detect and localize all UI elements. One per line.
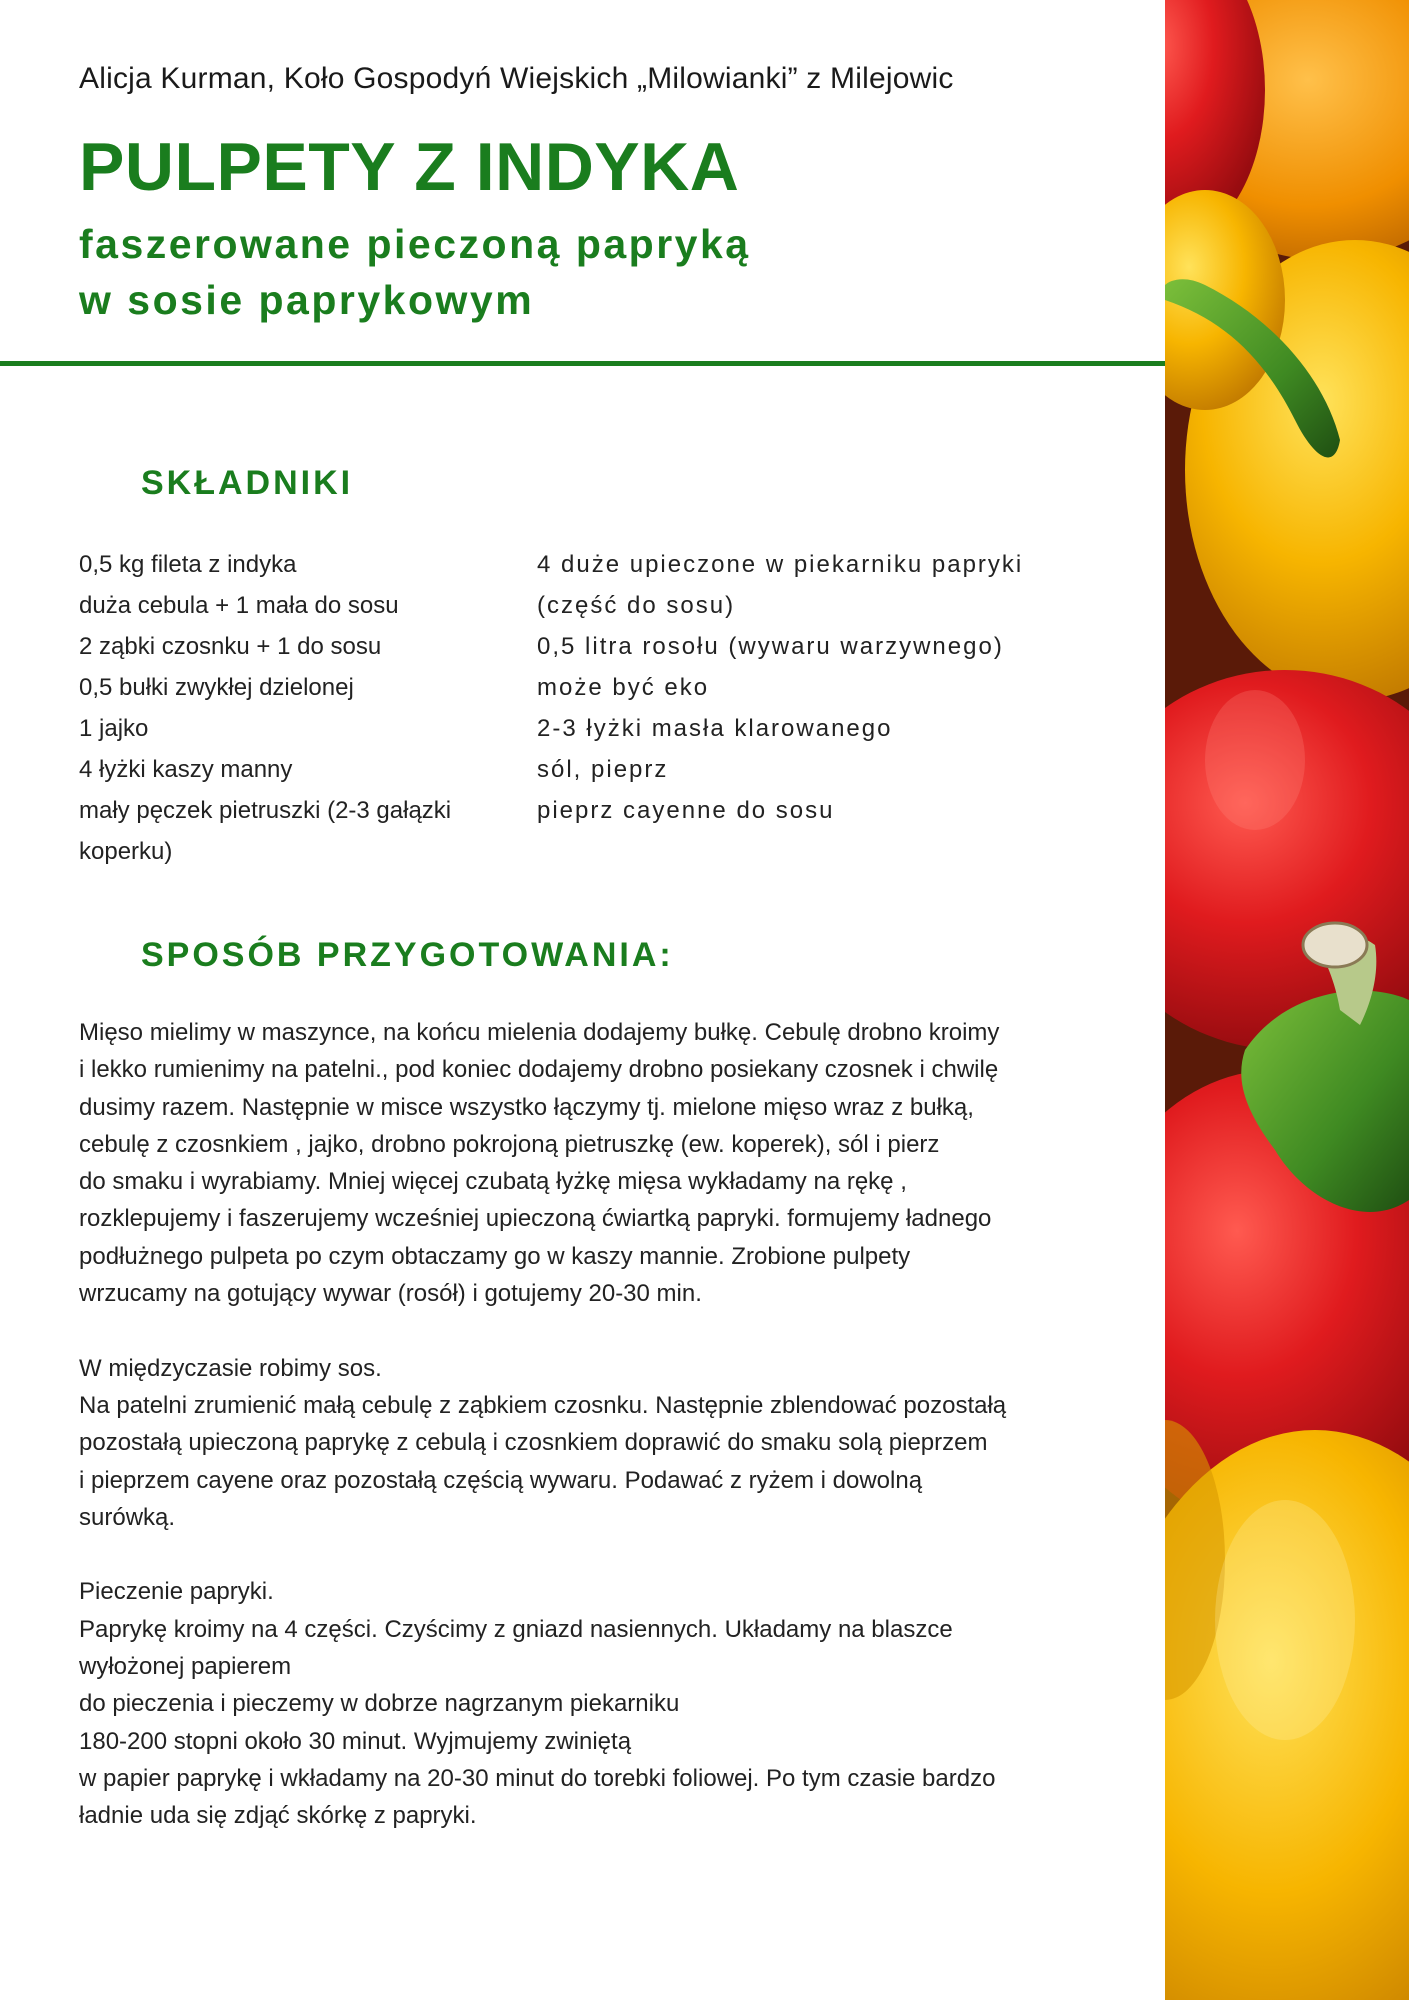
ingredient-line: 0,5 litra rosołu (wywaru warzywnego) [537, 633, 1004, 660]
method-line: ładnie uda się zdjąć skórkę z papryki. [79, 1802, 477, 1830]
ingredients-right-column [537, 544, 1097, 831]
ingredient-line: pieprz cayenne do sosu [537, 797, 835, 824]
author-line: Alicja Kurman, Koło Gospodyń Wiejskich „Milowianki” z Milejowic [79, 62, 954, 95]
method-line: cebulę z czosnkiem , jajko, drobno pokrojoną pietruszkę (ew. koperek), sól i pierz [79, 1130, 940, 1158]
highlight [1205, 690, 1305, 830]
method-line: Paprykę kroimy na 4 części. Czyścimy z gniazd nasiennych. Układamy na blaszce [79, 1615, 953, 1643]
ingredient-line: 1 jajko [79, 715, 149, 742]
ingredient-line: sól, pieprz [537, 756, 669, 783]
method-text [79, 1014, 1129, 1872]
method-line: surówką. [79, 1503, 176, 1531]
stem-tip [1303, 923, 1367, 967]
ingredient-line: 4 łyżki kaszy manny [79, 756, 293, 783]
method-line: dusimy razem. Następnie w misce wszystko łączymy tj. mielone mięso wraz z bułką, [79, 1093, 974, 1121]
ingredient-line: 2-3 łyżki masła klarowanego [537, 715, 893, 742]
ingredient-line: mały pęczek pietruszki (2-3 gałązki [79, 797, 452, 824]
header-divider [0, 361, 1165, 366]
method-paragraph [79, 1350, 1129, 1536]
subtitle-line: w sosie paprykowym [79, 277, 535, 323]
method-line: podłużnego pulpeta po czym obtaczamy go w kaszy mannie. Zrobione pulpety [79, 1242, 911, 1270]
method-line: pozostałą upieczoną paprykę z cebulą i czosnkiem doprawić do smaku solą pieprzem [79, 1429, 988, 1457]
method-line: do pieczenia i pieczemy w dobrze nagrzanym piekarniku [79, 1690, 680, 1718]
method-line: Mięso mielimy w maszynce, na końcu mielenia dodajemy bułkę. Cebulę drobno kroimy [79, 1019, 1000, 1046]
ingredient-line: może być eko [537, 674, 710, 701]
method-line: i pieprzem cayene oraz pozostałą częścią wywaru. Podawać z ryżem i dowolną [79, 1466, 923, 1494]
method-heading: SPOSÓB PRZYGOTOWANIA: [141, 936, 674, 974]
method-line: do smaku i wyrabiamy. Mniej więcej czubatą łyżkę mięsa wykładamy na rękę , [79, 1168, 907, 1196]
ingredient-line: 0,5 kg fileta z indyka [79, 551, 297, 578]
method-line: wrzucamy na gotujący wywar (rosół) i gotujemy 20-30 min. [79, 1280, 702, 1308]
subtitle-line: faszerowane pieczoną papryką [79, 221, 751, 267]
recipe-title: PULPETY Z INDYKA [79, 129, 740, 205]
ingredient-line: duża cebula + 1 mała do sosu [79, 592, 399, 619]
ingredient-line: koperku) [79, 838, 173, 865]
peppers-illustration [1165, 0, 1409, 2000]
peppers-photo [1165, 0, 1409, 2000]
method-line: Pieczenie papryki. [79, 1578, 274, 1606]
method-line: wyłożonej papierem [79, 1653, 292, 1681]
method-line: rozklepujemy i faszerujemy wcześniej upieczoną ćwiartką papryki. formujemy ładnego [79, 1205, 992, 1233]
method-line: w papier paprykę i wkładamy na 20-30 minut do torebki foliowej. Po tym czasie bardzo [79, 1764, 996, 1792]
recipe-subtitle [79, 216, 751, 328]
method-line: Na patelni zrumienić małą cebulę z ząbkiem czosnku. Następnie zblendować pozostałą [79, 1391, 1007, 1419]
highlight [1215, 1500, 1355, 1740]
method-line: i lekko rumienimy na patelni., pod koniec dodajemy drobno posiekany czosnek i chwilę [79, 1056, 999, 1084]
ingredient-line: 4 duże upieczone w piekarniku papryki [537, 551, 1024, 578]
ingredient-line: 2 ząbki czosnku + 1 do sosu [79, 633, 382, 660]
method-line: 180-200 stopni około 30 minut. Wyjmujemy zwiniętą [79, 1727, 632, 1755]
ingredients-heading: SKŁADNIKI [141, 464, 354, 502]
ingredient-line: (część do sosu) [537, 592, 736, 619]
method-paragraph [79, 1573, 1129, 1834]
method-line: W międzyczasie robimy sos. [79, 1354, 382, 1382]
method-paragraph [79, 1014, 1129, 1312]
ingredient-line: 0,5 bułki zwykłej dzielonej [79, 674, 354, 701]
ingredients-left-column [79, 544, 499, 872]
